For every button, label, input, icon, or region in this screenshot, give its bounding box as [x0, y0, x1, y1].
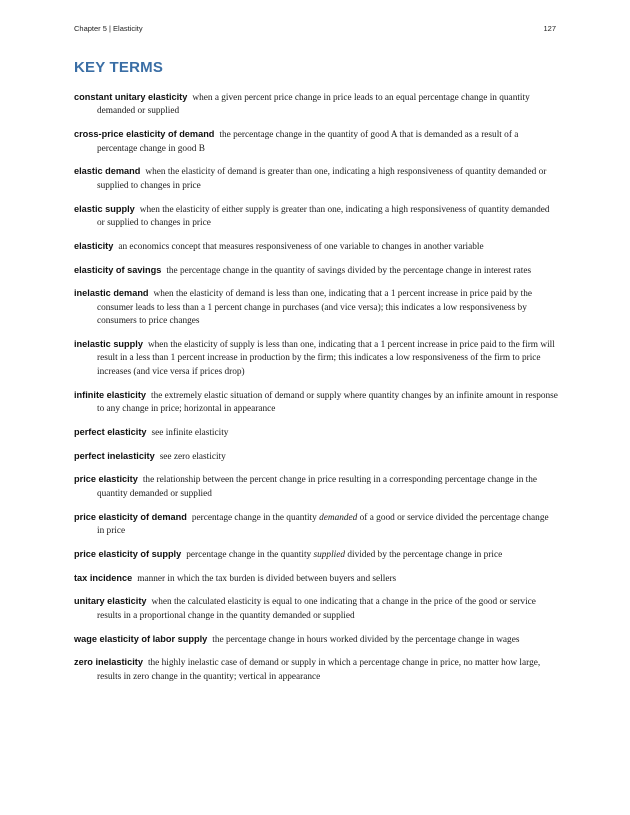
- definition-text: the highly inelastic case of demand or supply in which a percentage change in price, no matter how large, results in zero change in the quantity; vertical in appearance: [97, 658, 541, 682]
- glossary-term: constant unitary elasticity: [74, 92, 188, 102]
- glossary-entry: [74, 426, 558, 440]
- glossary-definition: [97, 289, 532, 326]
- definition-emphasis: supplied: [313, 549, 346, 560]
- glossary-entry: [74, 91, 558, 119]
- definition-text: when the calculated elasticity is equal to one indicating that a change in the price of the good or service results in a proportional change in the quantity demanded or supplied: [97, 597, 536, 621]
- definition-emphasis: demanded: [319, 512, 358, 523]
- glossary-entry: [74, 450, 558, 464]
- glossary-entry: [74, 548, 558, 562]
- glossary-definition: [97, 391, 558, 414]
- definition-text: divided by the percentage change in price: [345, 549, 503, 560]
- glossary-definition: [160, 452, 226, 462]
- definition-text: the percentage change in hours worked divided by the percentage change in wages: [212, 634, 520, 645]
- definition-text: the extremely elastic situation of demand or supply where quantity changes by an infinite amount in response to any change in price; horizontal in appearance: [97, 390, 558, 415]
- glossary-term: price elasticity: [74, 474, 138, 485]
- glossary-entry: [74, 203, 558, 231]
- definition-text: the relationship between the percent change in price resulting in a corresponding percentage change in the quantity demanded or supplied: [97, 475, 538, 499]
- glossary-definition: [97, 340, 555, 377]
- glossary-term: inelastic supply: [74, 339, 143, 350]
- definition-text: the percentage change in the quantity of savings divided by the percentage change in interest rates: [166, 265, 532, 276]
- glossary-definition: [118, 242, 483, 252]
- definition-text: percentage change in the quantity: [191, 512, 320, 523]
- definition-text: an economics concept that measures responsiveness of one variable to changes in another variable: [118, 241, 484, 252]
- definition-text: when a given percent price change in price leads to an equal percentage change in quantity demanded or supplied: [97, 93, 530, 117]
- definition-text: when the elasticity of demand is less than one, indicating that a 1 percent increase in price paid by the consumer leads to less than a 1 percent change in purchases (and vice versa); this indicates a low responsiveness by consumers to price changes: [97, 289, 533, 327]
- glossary-term: elasticity of savings: [74, 264, 162, 275]
- glossary-definition: [97, 475, 537, 498]
- glossary-definition: [97, 167, 546, 190]
- definition-text: of a good or service divided the percentage change in price: [97, 512, 549, 537]
- glossary-term: elastic supply: [74, 203, 135, 214]
- glossary-entry: [74, 165, 558, 193]
- glossary-term: price elasticity of supply: [74, 548, 182, 559]
- glossary-entry: [74, 287, 558, 328]
- glossary-term: zero inelasticity: [74, 657, 143, 668]
- glossary-entry: [74, 240, 558, 254]
- running-header: [74, 24, 556, 36]
- chapter-label: Chapter 5 | Elasticity: [74, 24, 143, 33]
- glossary-definition: [137, 574, 396, 584]
- definition-text: when the elasticity of demand is greater than one, indicating a high responsiveness of quantity demanded or supplied to changes in price: [97, 167, 547, 191]
- glossary-definition: [186, 550, 502, 560]
- glossary-term: elasticity: [74, 240, 114, 251]
- glossary-entry: [74, 128, 558, 156]
- glossary-entry: [74, 511, 558, 539]
- glossary-term: elastic demand: [74, 166, 141, 177]
- glossary-term: inelastic demand: [74, 288, 149, 299]
- glossary-term: wage elasticity of labor supply: [74, 633, 208, 644]
- glossary-entry: [74, 264, 558, 278]
- glossary-term: infinite elasticity: [74, 389, 146, 400]
- glossary-definition: [97, 597, 536, 620]
- glossary-entry: [74, 656, 558, 684]
- glossary-definition: [97, 205, 550, 228]
- glossary-definition: [97, 658, 540, 681]
- definition-text: percentage change in the quantity: [186, 549, 314, 560]
- glossary-term: unitary elasticity: [74, 596, 147, 607]
- glossary-entry: [74, 389, 558, 417]
- glossary-term: tax incidence: [74, 572, 133, 583]
- section-title: KEY TERMS: [74, 59, 164, 76]
- glossary-term: perfect elasticity: [74, 426, 147, 437]
- glossary-entry: [74, 595, 558, 623]
- glossary-entry: [74, 572, 558, 586]
- glossary-definition: [152, 428, 229, 438]
- definition-text: see zero elasticity: [159, 451, 226, 462]
- definition-text: when the elasticity of supply is less than one, indicating that a 1 percent increase in price paid to the firm will result in a less than 1 percent increase in production by the firm; this indicates a low responsiveness of the firm to price increases (and vice versa if prices drop): [97, 340, 555, 377]
- definition-text: the percentage change in the quantity of good A that is demanded as a result of a percentage change in good B: [97, 130, 519, 154]
- glossary-entry: [74, 633, 558, 647]
- page-number: 127: [543, 24, 556, 33]
- glossary-term: perfect inelasticity: [74, 450, 155, 461]
- glossary-entry: [74, 338, 558, 379]
- glossary-entry: [74, 473, 558, 501]
- glossary-term: price elasticity of demand: [74, 511, 187, 522]
- definition-text: when the elasticity of either supply is greater than one, indicating a high responsiveness of quantity demanded or supplied to changes in price: [97, 204, 550, 229]
- key-terms-list: [74, 91, 558, 694]
- definition-text: see infinite elasticity: [151, 427, 229, 438]
- definition-text: manner in which the tax burden is divided between buyers and sellers: [137, 573, 397, 584]
- glossary-definition: [166, 266, 531, 276]
- glossary-definition: [212, 635, 519, 645]
- glossary-term: cross-price elasticity of demand: [74, 129, 215, 140]
